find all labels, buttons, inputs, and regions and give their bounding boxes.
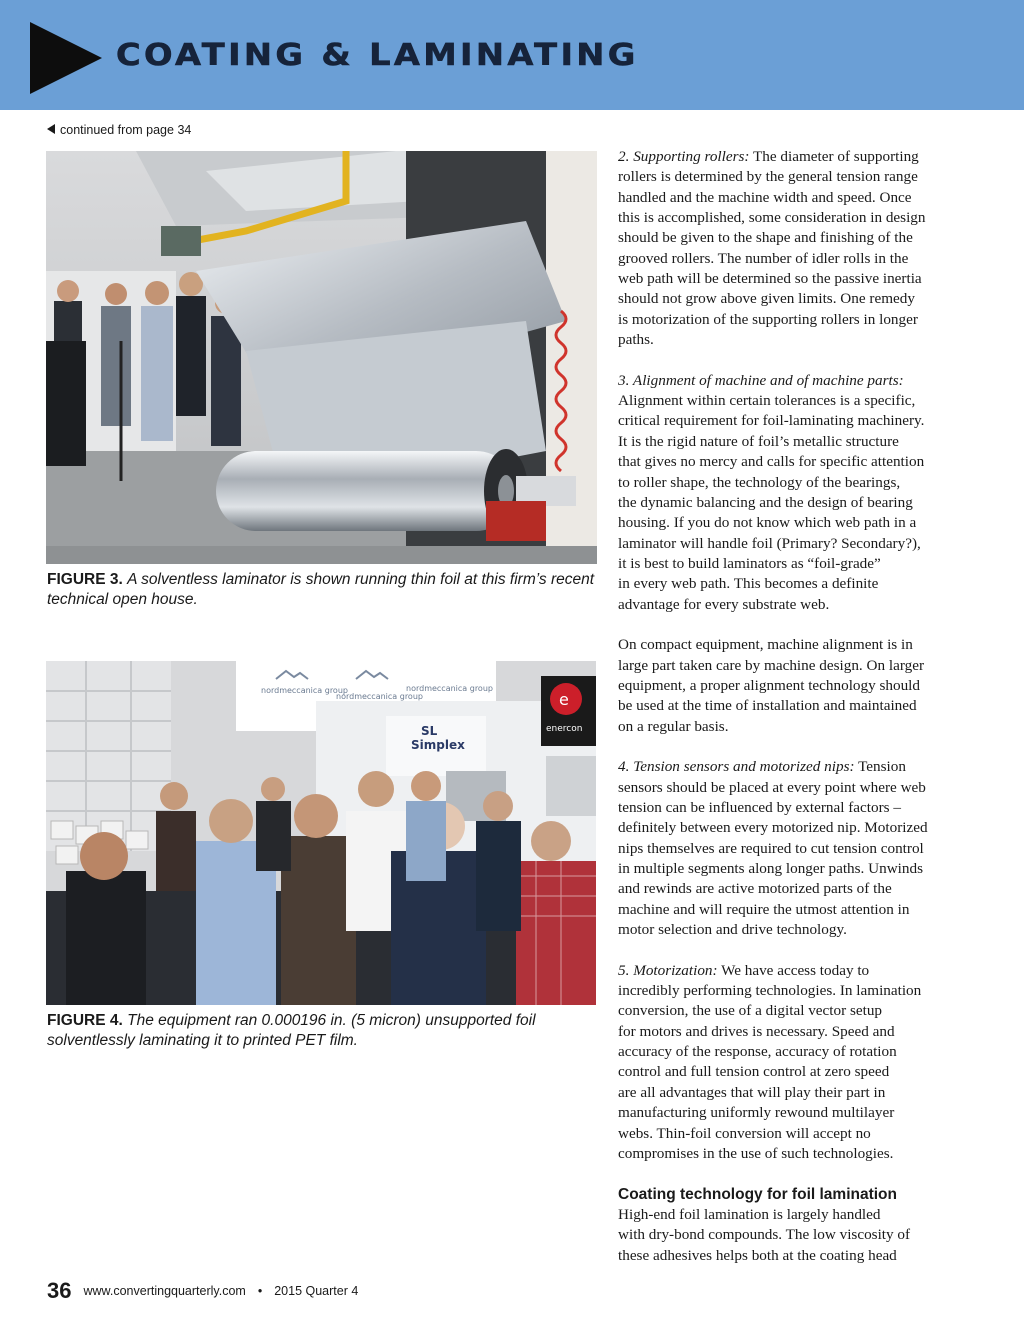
paragraph-lead: 4. Tension sensors and motorized nips: [618, 758, 855, 776]
paragraph-text: We have access today to incredibly performing technologies. In lamination conversion, the use of a digital vector setup for motors and drives is necessary. Speed and accuracy of the response, accuracy of rotation control and full tension control at zero speed are all advantages that will play their part in manufacturing uniformly rewound multilayer webs. Thin-foil conversion will accept no compromises in the use of such technologies. [618, 961, 922, 1162]
continued-text: continued from page 34 [60, 123, 192, 137]
figure-4-caption [47, 1011, 607, 1051]
figure-4-text: The equipment ran 0.000196 in. (5 micron) unsupported foil solventlessly laminating it to printed PET film. [47, 1012, 536, 1049]
figure-3-photo [46, 151, 597, 564]
sign-text: nordmeccanica group [336, 692, 423, 701]
paragraph-tension-sensors [618, 757, 978, 940]
paragraph-coating-technology: High-end foil lamination is largely handled with dry-bond compounds. The low viscosity of these adhesives helps both at the coating head [618, 1205, 911, 1264]
paragraph-text: The diameter of supporting rollers is determined by the general tension range handled and the machine width and speed. Once this is accomplished, some consideration in design should be given to the shape and finishing of the grooved rollers. The number of idler rolls in the web path will be determined so the passive inertia should not grow above given limits. One remedy is motorization of the supporting rollers in longer paths. [618, 148, 926, 349]
article-column [618, 147, 978, 1266]
sign-text: nordmeccanica group [406, 684, 493, 693]
figure-4-label: FIGURE 4. [47, 1012, 123, 1029]
play-arrow-icon [30, 22, 102, 94]
figure-3-label: FIGURE 3. [47, 571, 123, 588]
paragraph-compact-equipment: On compact equipment, machine alignment is in large part taken care by machine design. On larger equipment, a proper alignment technology should be used at the time of installation and maintained on a regular basis. [618, 636, 925, 735]
sign-text: nordmeccanica group [261, 686, 348, 695]
paragraph-text: Alignment within certain tolerances is a specific, critical requirement for foil-laminating machinery. It is the rigid nature of foil’s metallic structure that gives no mercy and calls for specific attention to roller shape, the technology of the bearings, the dynamic balancing and the design of bearing housing. If you do not know which web path in a laminator will handle foil (Primary? Secondary?), it is best to build laminators as “foil-grade” in every web path. This becomes a definite advantage for every substrate web. [618, 392, 925, 613]
sign-text: enercon [546, 724, 583, 734]
footer-bullet: • [257, 1284, 263, 1298]
paragraph-lead: 2. Supporting rollers: [618, 148, 750, 165]
figure-3-caption [47, 570, 607, 610]
page-number: 36 [47, 1278, 72, 1303]
sign-text: SL [421, 724, 438, 738]
triangle-left-icon [47, 124, 55, 134]
paragraph-motorization [618, 961, 978, 1164]
sign-text: Simplex [411, 738, 465, 752]
figure-3-text: A solventless laminator is shown running thin foil at this firm’s recent technical open house. [47, 571, 595, 608]
sign-text: e [559, 690, 569, 709]
footer-issue: 2015 Quarter 4 [274, 1284, 359, 1298]
section-heading: Coating technology for foil lamination [618, 1185, 897, 1203]
paragraph-text: Tension sensors should be placed at every point where web tension can be influenced by external factors – definitely between every motorized nip. Motorized nips themselves are required to cut tension control in multiple segments along longer paths. Unwinds and rewinds are active motorized parts of the machine and will require the utmost attention in motor selection and drive technology. [618, 758, 928, 939]
section-title: COATING & LAMINATING [116, 38, 639, 73]
paragraph-alignment [618, 371, 978, 615]
paragraph-lead: 5. Motorization: [618, 961, 718, 979]
footer-site: www.convertingquarterly.com [83, 1284, 246, 1298]
paragraph-lead: 3. Alignment of machine and of machine parts: [618, 371, 904, 389]
continued-note [47, 123, 191, 137]
paragraph-supporting-rollers [618, 147, 978, 350]
figure-4-photo [46, 661, 596, 1005]
page-footer [47, 1278, 358, 1304]
